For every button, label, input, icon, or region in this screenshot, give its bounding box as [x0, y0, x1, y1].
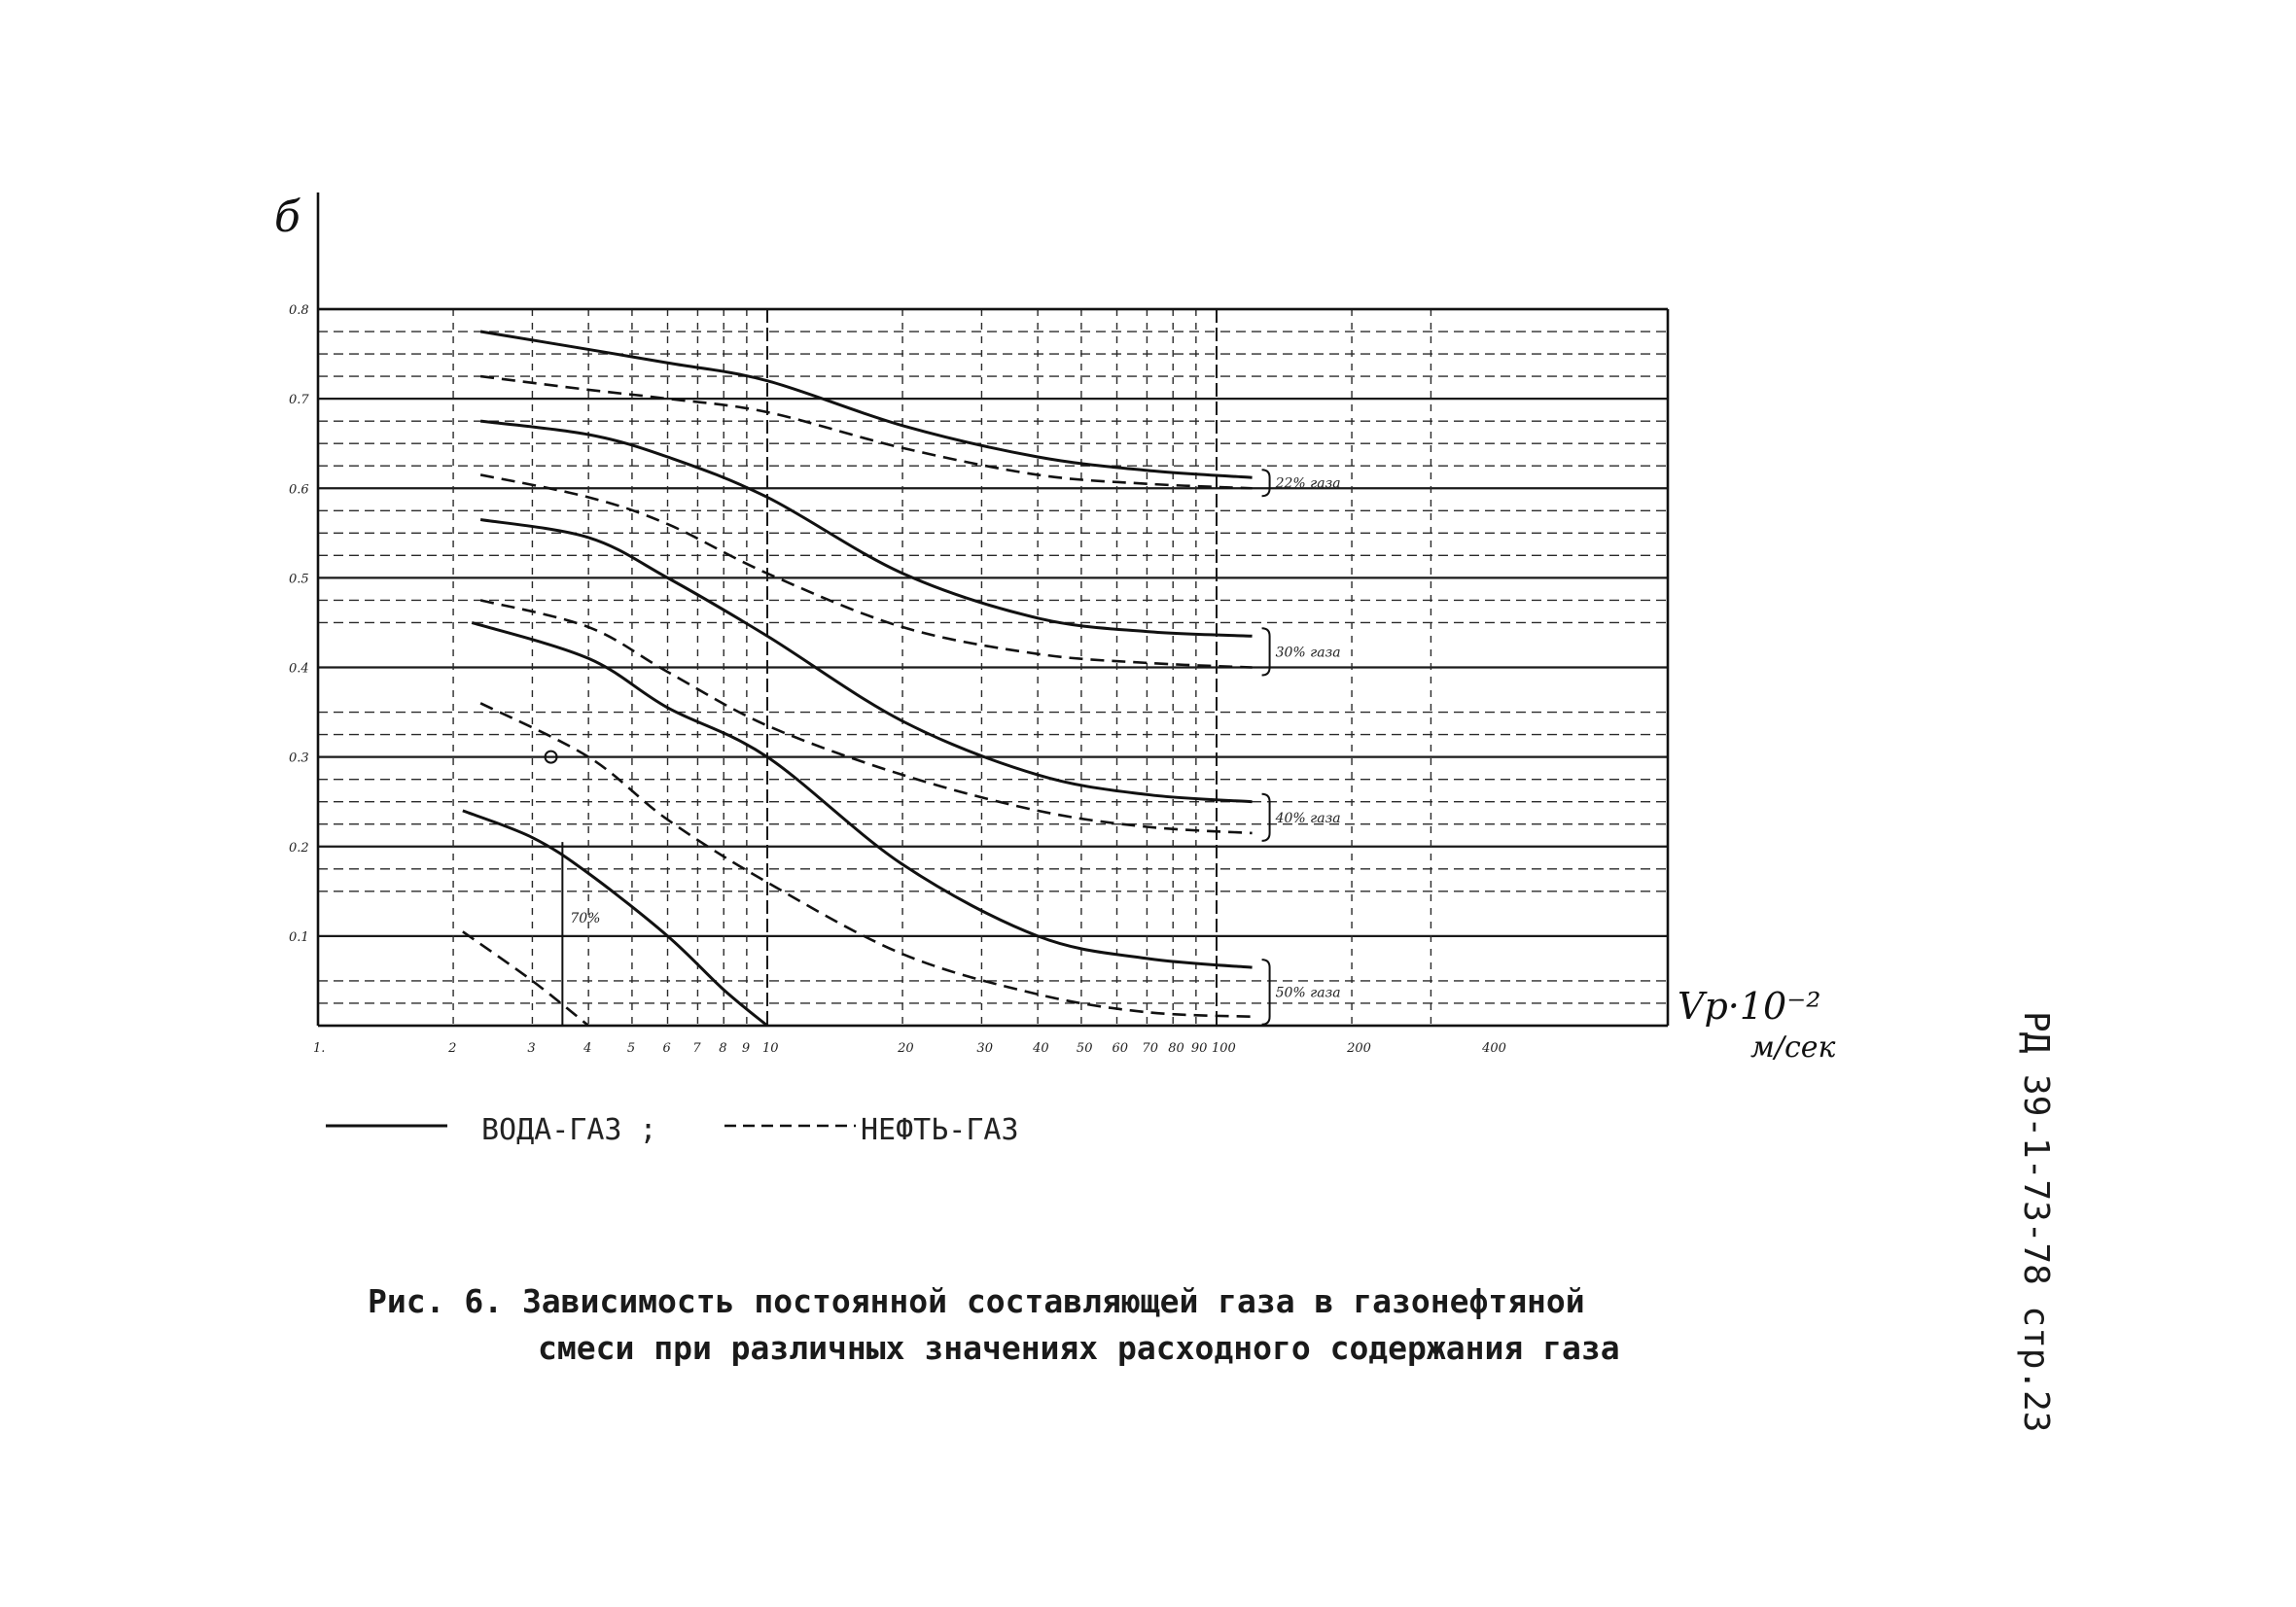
group-bracket-22pct-газа	[1262, 470, 1270, 496]
series-line-50pct-газа-dashed	[480, 703, 1252, 1016]
series-line-70pct-dashed	[463, 931, 588, 1026]
x-tick-label: 90	[1190, 1041, 1208, 1056]
x-tick-label: 10	[762, 1041, 779, 1056]
group-label-40pct-газа: 40% газа	[1275, 810, 1341, 826]
y-tick-label: 0.2	[289, 840, 309, 856]
x-tick-label: 1.	[313, 1041, 326, 1056]
x-tick-label: 2	[448, 1041, 457, 1056]
y-tick-label: 0.5	[289, 572, 309, 587]
legend	[326, 1113, 1019, 1147]
group-label-22pct-газа: 22% газа	[1275, 475, 1341, 492]
y-tick-label: 0.1	[289, 929, 309, 945]
x-tick-label: 20	[898, 1041, 914, 1056]
y-tick-label: 0.7	[289, 393, 309, 408]
series-line-70pct-solid	[463, 811, 767, 1026]
x-tick-label: 30	[976, 1041, 993, 1056]
group-label-50pct-газа: 50% газа	[1275, 985, 1341, 1001]
x-axis-label: Vр·10⁻²	[1678, 985, 1821, 1028]
x-tick-label: 70	[1142, 1041, 1158, 1056]
group-label-30pct-газа: 30% газа	[1275, 645, 1341, 661]
x-tick-label: 3	[527, 1041, 536, 1056]
y-tick-label: 0.3	[289, 751, 309, 766]
group-bracket-50pct-газа	[1262, 960, 1270, 1025]
x-tick-label: 9	[741, 1041, 751, 1056]
document-reference: РД 39-1-73-78 стр.23	[2016, 1011, 2056, 1433]
x-axis-unit: м/сек	[1750, 1031, 1836, 1065]
y-tick-label: 0.4	[289, 661, 309, 677]
x-tick-label: 8	[719, 1041, 727, 1056]
x-tick-label: 4	[583, 1041, 592, 1056]
y-axis-label: б	[274, 192, 300, 242]
x-tick-label: 80	[1168, 1041, 1184, 1056]
caption-line-1: Рис. 6. Зависимость постоянной составляющей газа в газонефтяной	[368, 1282, 1585, 1320]
x-tick-label: 400	[1482, 1041, 1506, 1056]
y-tick-label: 0.8	[289, 303, 309, 318]
x-tick-label: 5	[626, 1041, 636, 1056]
plot-grid	[318, 309, 1668, 1026]
x-tick-label: 60	[1112, 1041, 1129, 1056]
x-tick-label: 100	[1212, 1041, 1236, 1056]
caption-line-2: смеси при различных значениях расходного содержания газа	[538, 1329, 1620, 1367]
series-line-40pct-газа-dashed	[480, 600, 1252, 833]
plot-axes	[318, 192, 1668, 1026]
y-tick-label: 0.6	[289, 482, 309, 498]
legend-solid-label: ВОДА-ГАЗ ;	[481, 1113, 657, 1147]
x-tick-label: 40	[1033, 1041, 1049, 1056]
x-tick-labels	[313, 1041, 1506, 1056]
x-tick-label: 6	[662, 1041, 671, 1056]
x-tick-label: 7	[692, 1041, 701, 1056]
group-bracket-40pct-газа	[1262, 794, 1270, 841]
series-line-30pct-газа-dashed	[480, 474, 1252, 667]
y-tick-labels	[289, 303, 309, 945]
group-label-70pct: 70%	[570, 911, 601, 927]
series-line-30pct-газа-solid	[480, 421, 1252, 636]
figure-caption	[368, 1282, 1620, 1367]
group-annotations	[546, 470, 1341, 1026]
series-line-22pct-газа-dashed	[480, 376, 1252, 488]
x-tick-label: 200	[1347, 1041, 1371, 1056]
x-tick-label: 50	[1076, 1041, 1093, 1056]
legend-dashed-label: НЕФТЬ-ГАЗ	[861, 1113, 1019, 1147]
